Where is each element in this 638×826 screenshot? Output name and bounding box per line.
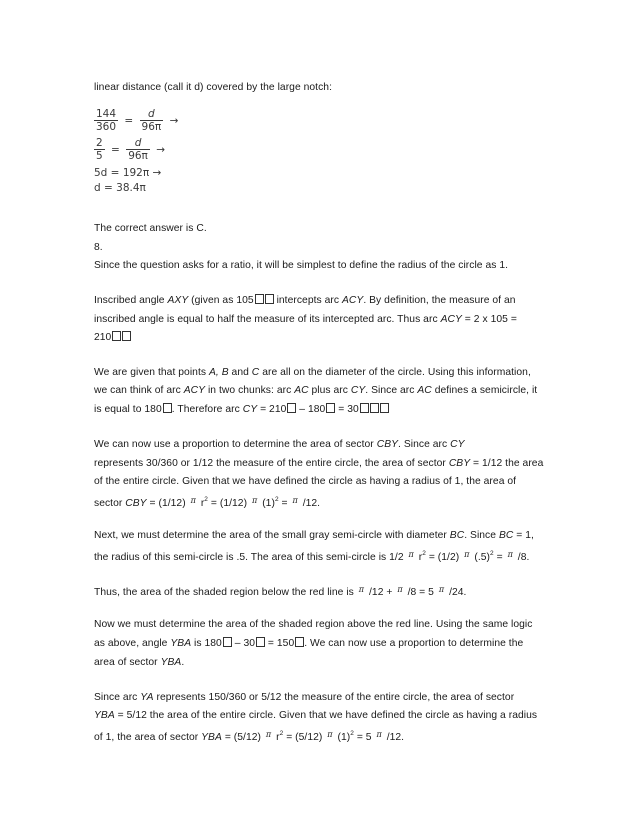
p6-line-1: Thus, the area of the shaded region below the red line is $^\pi$ /12 + $^\pi$ /8 = 5 $^\pi$ /24.	[94, 585, 467, 598]
p5-line-2: the radius of this semi-circle is .5. The area of this semi-circle is 1/2 $^\pi$ $r^2 = (1/2)$ $^\pi$ $(.5)^2 = ^\pi$ /8.	[94, 550, 530, 563]
pi-symbol: π	[251, 496, 258, 505]
missing-glyph-icon	[295, 637, 304, 647]
math-row-2: $\frac{2}{5}$ = $\frac{d}{96\pi}$ →	[96, 137, 166, 162]
pi-symbol: π	[438, 585, 445, 594]
question-number: 8.	[94, 242, 103, 253]
missing-glyph-icon	[370, 403, 379, 413]
pi-symbol: π	[265, 730, 272, 739]
math-block	[94, 108, 214, 198]
pi-symbol: π	[327, 730, 333, 739]
fraction-2-5: $\frac{2}{5}$	[96, 137, 103, 162]
p3-line-3: is equal to 180 . Therefore arc CY = 210 – 180 = 30	[94, 403, 389, 417]
p2-line-1: Inscribed angle AXY (given as 105 intercepts arc ACY. By definition, the measure of an	[94, 295, 516, 306]
math-row-3: 5d = 192π →	[94, 167, 162, 179]
p2-line-3: 210	[94, 331, 131, 345]
p8-line-1: Since arc YA represents 150/360 or 5/12 the measure of the entire circle, the area of sector	[94, 692, 515, 703]
p8-line-2: YBA = 5/12 the area of the entire circle. Given that we have defined the circle as having a radius	[94, 710, 538, 721]
missing-glyph-icon	[326, 403, 335, 413]
math-row-1: $\frac{144}{360}$ = $\frac{d}{96\pi}$ →	[96, 108, 179, 133]
p3-line-1: We are given that points A, B and C are all on the diameter of the circle. Using this information,	[94, 367, 531, 378]
pi-symbol: π	[464, 550, 470, 559]
pi-symbol: π	[408, 550, 414, 559]
missing-glyph-icon	[122, 331, 131, 341]
missing-glyph-icon	[380, 403, 389, 413]
missing-glyph-icon	[163, 403, 172, 413]
p7-line-2: as above, angle YBA is 180 – 30 = 150 . We can now use a proportion to determine the	[94, 638, 524, 649]
missing-glyph-icon	[112, 331, 121, 341]
p4-line-4: sector CBY = (1/12) $^\pi$ $r^2 = (1/12)$ $^\pi$ $(1)^2 = ^\pi$ /12.	[94, 496, 321, 509]
pi-symbol: π	[358, 585, 365, 594]
p5-line-1: Next, we must determine the area of the small gray semi-circle with diameter BC. Since BC = 1,	[94, 530, 534, 541]
missing-glyph-icon	[223, 637, 232, 647]
pi-symbol: π	[292, 496, 298, 505]
missing-glyph-icon	[256, 637, 265, 647]
pi-symbol: π	[190, 496, 196, 505]
p4-line-3: of the entire circle. Given that we have defined the circle as having a radius of 1, the area of	[94, 476, 517, 487]
answer-line: The correct answer is C.	[94, 223, 207, 234]
missing-glyph-icon	[265, 294, 274, 304]
p8-line-3: of 1, the area of sector YBA = (5/12) $^\pi$ $r^2 = (5/12)$ $^\pi$ $(1)^2 = 5$ $^\pi$ /12.	[94, 730, 405, 743]
intro-line: linear distance (call it d) covered by the large notch:	[94, 82, 332, 93]
pi-symbol: π	[376, 730, 382, 739]
p1-line: Since the question asks for a ratio, it will be simplest to define the radius of the circle as 1.	[94, 260, 509, 271]
fraction-d-96pi: $\frac{d}{96\pi}$	[141, 108, 162, 133]
p7-line-3: area of sector YBA.	[94, 657, 185, 668]
p4-line-1: We can now use a proportion to determine the area of sector CBY. Since arc CY	[94, 439, 465, 450]
p2-line-2: inscribed angle is equal to half the measure of its intercepted arc. Thus arc ACY = 2 x 105 =	[94, 314, 517, 325]
fraction-d-96pi-2: $\frac{d}{96\pi}$	[128, 137, 148, 162]
p7-line-1: Now we must determine the area of the shaded region above the red line. Using the same logic	[94, 619, 533, 630]
pi-symbol: π	[397, 585, 403, 594]
p4-line-2: represents 30/360 or 1/12 the measure of the entire circle, the area of sector CBY = 1/12 the area	[94, 458, 544, 469]
math-row-4: d = 38.4π	[94, 182, 146, 194]
fraction-144-360: $\frac{144}{360}$	[96, 108, 117, 133]
p3-line-2: we can think of arc ACY in two chunks: arc AC plus arc CY. Since arc AC defines a semicircle, it	[94, 385, 538, 396]
missing-glyph-icon	[360, 403, 369, 413]
pi-symbol: π	[507, 550, 513, 559]
missing-glyph-icon	[255, 294, 264, 304]
